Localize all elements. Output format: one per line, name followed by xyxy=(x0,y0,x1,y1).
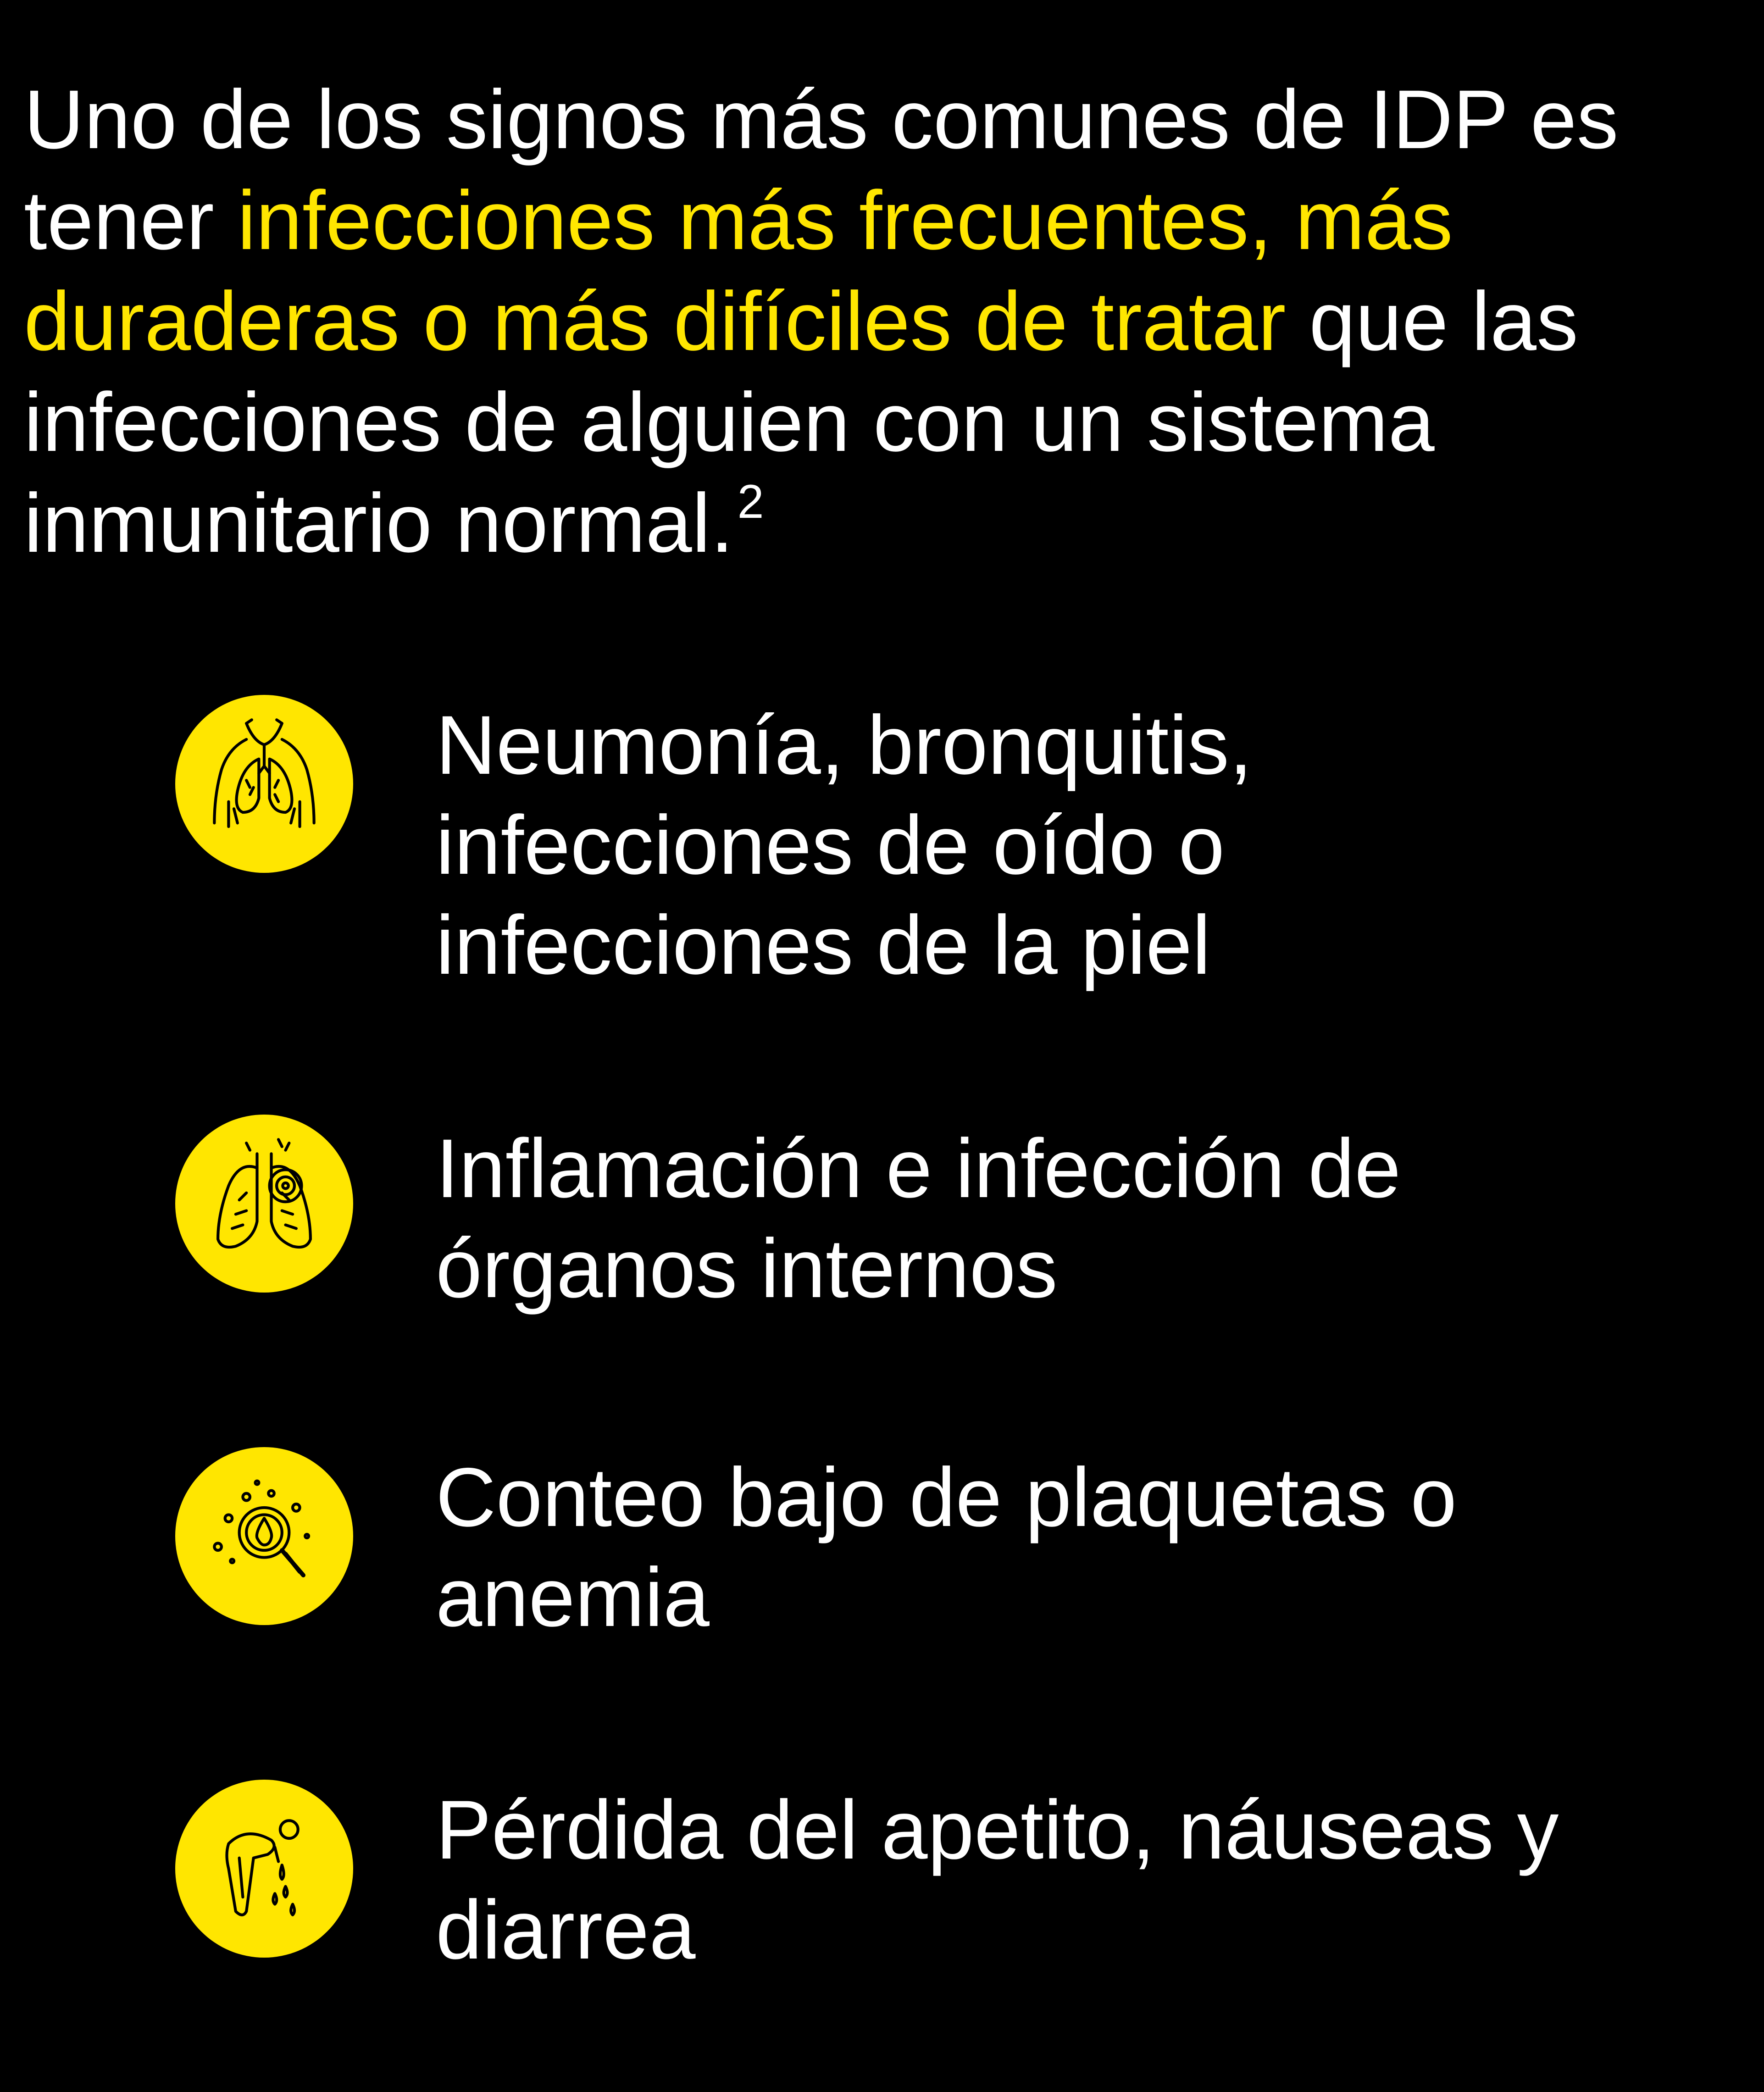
inflamed-organs-icon xyxy=(175,1115,353,1293)
symptom-text-organs: Inflamación e infección de órganos internos xyxy=(436,1121,1401,1315)
symptom-text-digestive: Pérdida del apetito, náuseas y diarrea xyxy=(436,1783,1559,1976)
intro-paragraph xyxy=(24,69,1739,573)
intro-highlight: infecciones más frecuentes, más duraderas o más difíciles de tratar xyxy=(24,173,1453,368)
intro-text-end: que las infecciones de alguien con un sistema inmunitario normal. xyxy=(24,274,1578,570)
blood-drop-magnifier-icon xyxy=(175,1447,353,1625)
symptom-text-blood: Conteo bajo de plaquetas o anemia xyxy=(436,1450,1457,1644)
lungs-chest-icon xyxy=(175,695,353,873)
vomiting-person-icon xyxy=(175,1780,353,1958)
symptom-text-respiratory: Neumonía, bronquitis, infecciones de oído o infecciones de la piel xyxy=(436,698,1253,992)
footnote-reference: 2 xyxy=(737,475,764,528)
intro-text-start: Uno de los signos más comunes de IDP es tener xyxy=(24,72,1619,267)
